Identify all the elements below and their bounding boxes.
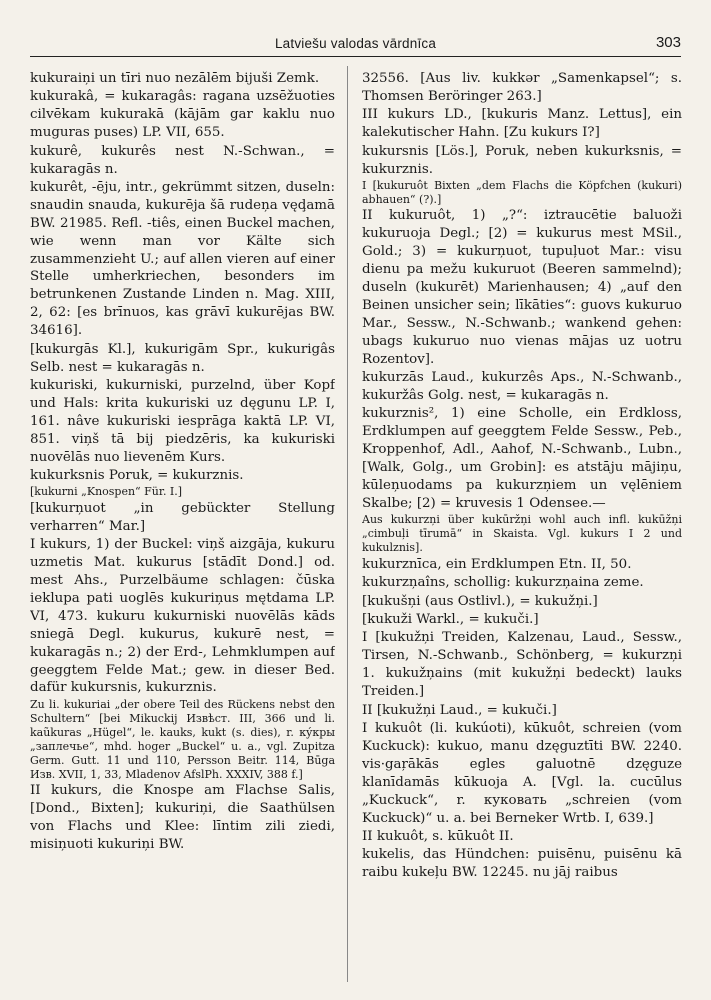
- dictionary-entry: kukelis, das Hündchen: puisēnu, puisēnu kā raibu kukeļu BW. 12245. nu jāj raibus: [362, 847, 682, 881]
- dictionary-entry: [kukurni „Knospen“ Für. I.]: [30, 485, 183, 499]
- dictionary-entry: [kukurņuot „in gebückter Stellung verharren“ Mar.]: [30, 500, 335, 534]
- dictionary-entry: kukurksnis Poruk, = kukurznis.: [30, 467, 244, 483]
- dictionary-entry: 32556. [Aus liv. kukkər „Samenkapsel“; s. Thomsen Beröringer 263.]: [362, 71, 682, 104]
- dictionary-entry: Zu li. kukuriai „der obere Teil des Rückens nebst den Schultern“ [bei Mikuckij Извѣст. III, 366 und li. kaũkuras „Hügel“, le. kauks, kukt (s. dies), r. кýкры „заплечье“, mhd. hoger „Buckel“ u. a., vgl. Zupitza Germ. Gutt. 11 und 110, Persson Beitr. 114, Būga Изв. XVII, 1, 33, Mladenov AfslPh. XXXIV, 388 f.]: [30, 697, 335, 781]
- dictionary-entry: [kukušņi (aus Ostlivl.), = kukužņi.]: [362, 593, 598, 609]
- dictionary-entry: I [kukužņi Treiden, Kalzenau, Laud., Sessw., Tirsen, N.-Schwanb., Schönberg, = kukurzņi 1. kukužņains (mit kukužņi bedeckt) lauks Treiden.]: [362, 630, 682, 700]
- dictionary-entry: III kukurs LD., [kukuris Manz. Lettus], ein kalekutischer Hahn. [Zu kukurs I?]: [362, 107, 682, 141]
- dictionary-entry: kukurakâ, = kukaragâs: ragana uzsēžuoties cilvēkam kukurakā (kājām gar kaklu nuo muguras puses) LP. VII, 655.: [30, 89, 335, 141]
- dictionary-entry: [kukuži Warkl., = kukuči.]: [362, 612, 539, 628]
- dictionary-entry: II kukuruôt, 1) „?“: iztraucētie baluoži kukuruoja Degl.; [2) = kukurus mest MSil., Gold.; 3) = kukurņuot, tupuļuot Mar.: visu dienu pa mežu kukuruot (Beeren sammelnd); duseln (kukurēt) Marienhausen; 4) „auf den Beinen unsicher sein; līkāties“: guovs kukuruo Mar., Sessw., N.-Schwanb.; wankend gehen: ubags kukuruo nuo vienas mājas uz uotru Rozentov].: [362, 208, 682, 367]
- dictionary-entry: kukurzās Laud., kukurzês Aps., N.-Schwanb., kukuržâs Golg. nest, = kukaragās n.: [362, 370, 682, 403]
- dictionary-entry: II [kukužņi Laud., = kukuči.]: [362, 702, 557, 718]
- dictionary-entry: kukurêt, -ēju, intr., gekrümmt sitzen, duseln: snaudin snauda, kukurēja šā rudeņa vęḑamā BW. 21985. Refl. -tiês, einen Buckel machen, wie wenn man vor Kälte sich zusammenzieht U.; auf allen vieren auf einer Stelle umherkriechen, besonders im betrunkenen Zustande Linden n. Mag. XIII, 2, 62: [es brīnuos, kas grāvī kukurējas BW. 34616].: [30, 179, 335, 339]
- column-divider: [347, 66, 348, 982]
- dictionary-entry: [kukurgās Kl.], kukurigām Spr., kukurigâs Selb. nest = kukaragās n.: [30, 341, 335, 375]
- dictionary-entry: Aus kukurzņi über kukūržņi wohl auch infl. kukūžņi „cimbuļi tīrumā“ in Skaista. Vgl. kukurs I 2 und kukulznis].: [362, 513, 682, 555]
- page-header: [30, 34, 681, 57]
- dictionary-entry: kukurznīca, ein Erdklumpen Etn. II, 50.: [362, 556, 632, 572]
- running-title: Latviešu valodas vārdnīca: [274, 36, 437, 51]
- dictionary-entry: II kukurs, die Knospe am Flachse Salis, [Dond., Bixten]; kukuriņi, die Saathülsen von Flachs und Klee: līntim zili ziedi, misiņuoti kukuriņi BW.: [30, 783, 335, 853]
- dictionary-entry: kukurê, kukurês nest N.-Schwan., = kukaragās n.: [30, 143, 335, 177]
- dictionary-entry: kukuraiņi un tīri nuo nezālēm bijuši Zemk.: [30, 71, 320, 86]
- left-column: [30, 70, 335, 982]
- dictionary-entry: kukurznis², 1) eine Scholle, ein Erdkloss, Erdklumpen auf geeggtem Felde Sessw., Peb., Kroppenhof, Adl., Aahof, N.-Schwanb., Lubn., [Walk, Golg., um Grobin]: es atstāju mājiņu, kūleņuodams pa kukurzņiem un vęlēniem Skalbe; [2) = kruvesis 1 Odensee.—: [362, 406, 682, 511]
- dictionary-entry: kukuriski, kukurniski, purzelnd, über Kopf und Hals: krita kukuriski uz dęgunu LP. I, 161. nâve kukuriski iesprāga kaktā LP. VI, 851. viņš tā bij piedzēris, ka kukuriski nuovēlās nuo lievenēm Kurs.: [30, 377, 335, 465]
- dictionary-entry: kukursnis [Lös.], Poruk, neben kukurksnis, = kukurznis.: [362, 143, 682, 177]
- page-number: 303: [655, 34, 681, 51]
- dictionary-entry: I kukurs, 1) der Buckel: viņš aizgāja, kukuru uzmetis Mat. kukurus [stādīt Dond.] od. mest Ahs., Purzelbäume schlagen: čūska ieklupa pati uoglēs kukuriņus mętdama LP. VI, 473. kukuru kukurniski nuovēlās kāds sniegā Degl. kukurus, kukurē nest, = kukaragās n.; 2) der Erd-, Lehmklumpen auf geeggtem Felde Mat.; gew. in dieser Bed. dafür kukursnis, kukurznis.: [30, 537, 335, 696]
- dictionary-entry: I kukuôt (li. kukúoti), kūkuôt, schreien (vom Kuckuck): kukuo, manu dzęguztīti BW. 2240. vis·gaŗākās egles galuotnē dzęguze klanīdamās kūkuoja A. [Vgl. la. cucūlus „Kuckuck“, r. куковать „schreien (vom Kuckuck)“ u. a. bei Berneker Wrtb. I, 639.]: [362, 721, 682, 826]
- dictionary-entry: II kukuôt, s. kūkuôt II.: [362, 828, 514, 844]
- dictionary-entry: kukurzņaîns, schollig: kukurzņaina zeme.: [362, 575, 644, 591]
- right-column: [362, 70, 682, 982]
- dictionary-entry: I [kukuruôt Bixten „dem Flachs die Köpfchen (kukuri) abhauen“ (?).]: [362, 178, 682, 206]
